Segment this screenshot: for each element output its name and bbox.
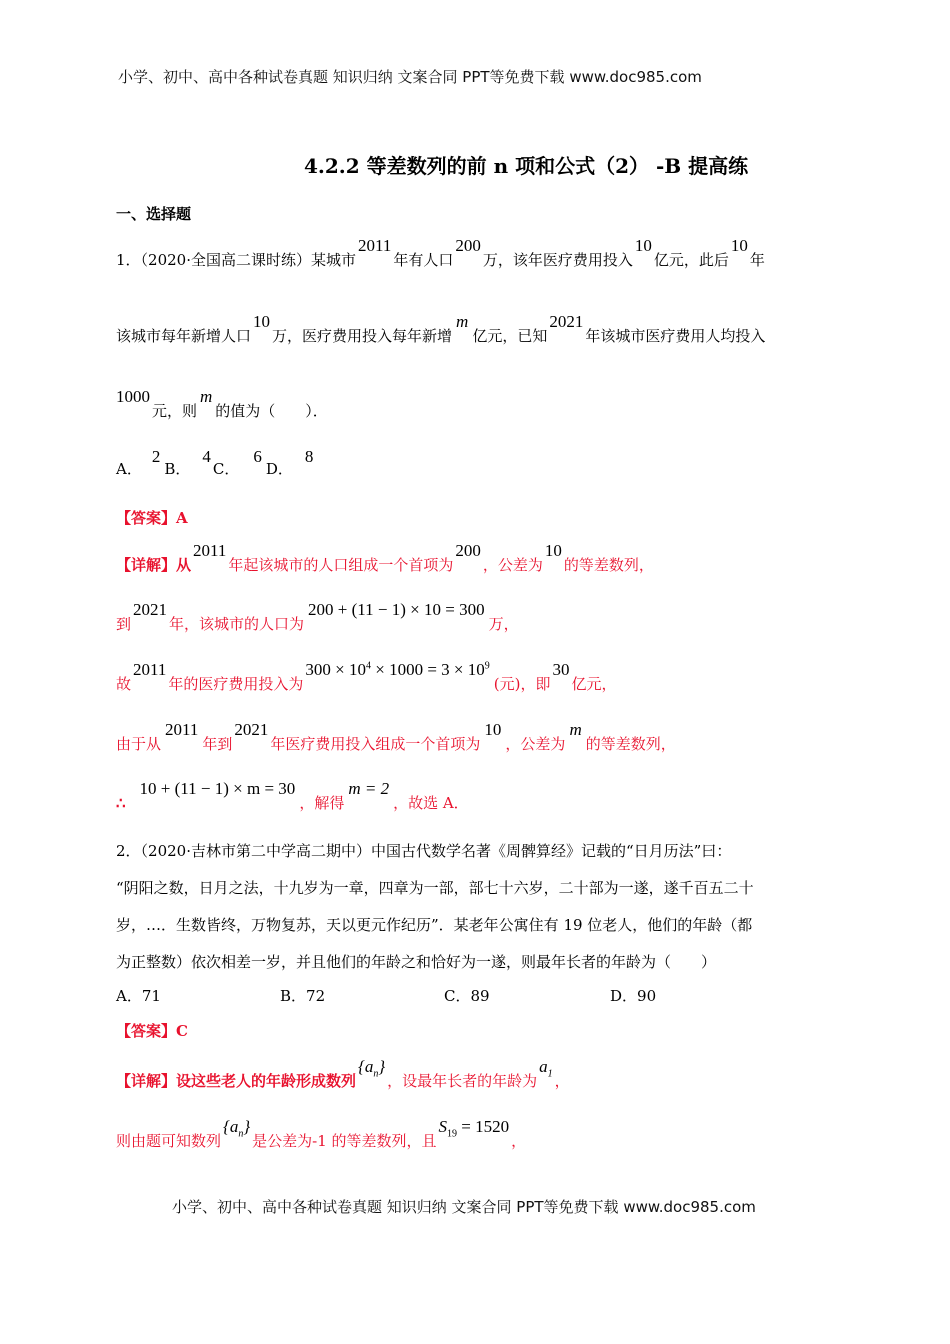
q1-detail-5: ∴10 + (11 − 1) × m = 30，解得m = 2，故选 A．: [116, 779, 469, 812]
math: 8: [304, 447, 314, 466]
math: 2021: [549, 312, 584, 331]
q1-line-3: 1000元，则m的值为（ ）．: [116, 387, 328, 420]
q1-options: A．2B．4C．6D．8: [116, 447, 314, 478]
math: m = 2: [348, 779, 390, 798]
math: 200: [455, 236, 481, 255]
math: 2011: [165, 720, 199, 739]
math: 10 + (11 − 1) × m = 30: [139, 779, 296, 798]
math: 2011: [193, 541, 227, 560]
math: 10: [484, 720, 502, 739]
math: $\{a_n\}$: [223, 1117, 251, 1140]
q2-line-4: 为正整数）依次相差一岁，并且他们的年龄之和恰好为一遂，则最年长者的年龄为（ ）: [116, 953, 717, 971]
math: $a_1$: [539, 1057, 553, 1080]
math: 2021: [234, 720, 269, 739]
math: 10: [730, 236, 748, 255]
math: 200: [455, 541, 481, 560]
q2-line-1: 2．（2020·吉林市第二中学高二期中）中国古代数学名著《周髀算经》记载的“日月历法”曰：: [116, 842, 732, 860]
math: 2011: [358, 236, 392, 255]
math: $300 \times 10^4 \times 1000 = 3 \times 10^9$: [305, 660, 490, 679]
math: m: [200, 387, 213, 406]
q1-answer: 【答案】A: [116, 509, 188, 527]
q2-option-a: A．71: [116, 987, 161, 1005]
math: 10: [544, 541, 562, 560]
section-heading: 一、选择题: [116, 205, 192, 223]
math: 30: [552, 660, 570, 679]
q2-option-b: B．72: [280, 987, 326, 1005]
q1-detail-2: 到2021年，该城市的人口为200 + (11 − 1) × 10 = 300万，: [116, 600, 519, 633]
math: 1000: [116, 387, 150, 406]
math: 2021: [133, 600, 168, 619]
math: 10: [634, 236, 652, 255]
math: $S_{19} = 1520$: [438, 1117, 510, 1140]
q1-detail-1: 【详解】从2011年起该城市的人口组成一个首项为200，公差为10的等差数列，: [116, 541, 654, 574]
q1-detail-3: 故2011年的医疗费用投入为$300 \times 10^4 \times 1000 = 3 \times 10^9$(元)，即30亿元，: [116, 660, 617, 693]
math: 4: [202, 447, 211, 466]
math: $\{a_n\}$: [358, 1057, 386, 1080]
q2-answer: 【答案】C: [116, 1022, 188, 1040]
page-footer: 小学、初中、高中各种试卷真题 知识归纳 文案合同 PPT等免费下载 www.doc985.com: [172, 1198, 756, 1216]
q2-line-3: 岁，…．生数皆终，万物复苏，天以更元作纪历”．某老年公寓住有 19 位老人，他们的年龄（都: [116, 916, 753, 934]
page-header: 小学、初中、高中各种试卷真题 知识归纳 文案合同 PPT等免费下载 www.doc985.com: [118, 68, 702, 86]
math: 2011: [133, 660, 167, 679]
math: 10: [253, 312, 271, 331]
q2-detail-2: 则由题可知数列$\{a_n\}$是公差为-1 的等差数列，且$S_{19} = 1520$，: [116, 1117, 527, 1150]
q2-line-2: “阴阳之数，日月之法，十九岁为一章，四章为一部，部七十六岁，二十部为一遂，遂千百五二十: [116, 879, 754, 897]
math: 200 + (11 − 1) × 10 = 300: [308, 600, 485, 619]
q1-line-1: 1．（2020·全国高二课时练）某城市2011年有人口200万，该年医疗费用投入10亿元，此后10年: [116, 236, 765, 269]
q1-detail-4: 由于从2011年到2021年医疗费用投入组成一个首项为10，公差为m的等差数列，: [116, 720, 676, 753]
q2-detail-1: 【详解】设这些老人的年龄形成数列$\{a_n\}$，设最年长者的年龄为$a_1$ ，: [116, 1057, 570, 1090]
q2-option-c: C．89: [444, 987, 490, 1005]
q2-option-d: D．90: [610, 987, 657, 1005]
math: m: [569, 720, 582, 739]
math: 6: [253, 447, 262, 466]
math: 2: [151, 447, 161, 466]
document-title: 4.2.2 等差数列的前 n 项和公式（2） -B 提高练: [304, 154, 749, 178]
math: m: [456, 312, 469, 331]
q1-line-2: 该城市每年新增人口10万，医疗费用投入每年新增m亿元，已知2021年该城市医疗费用人均投入: [116, 312, 766, 345]
